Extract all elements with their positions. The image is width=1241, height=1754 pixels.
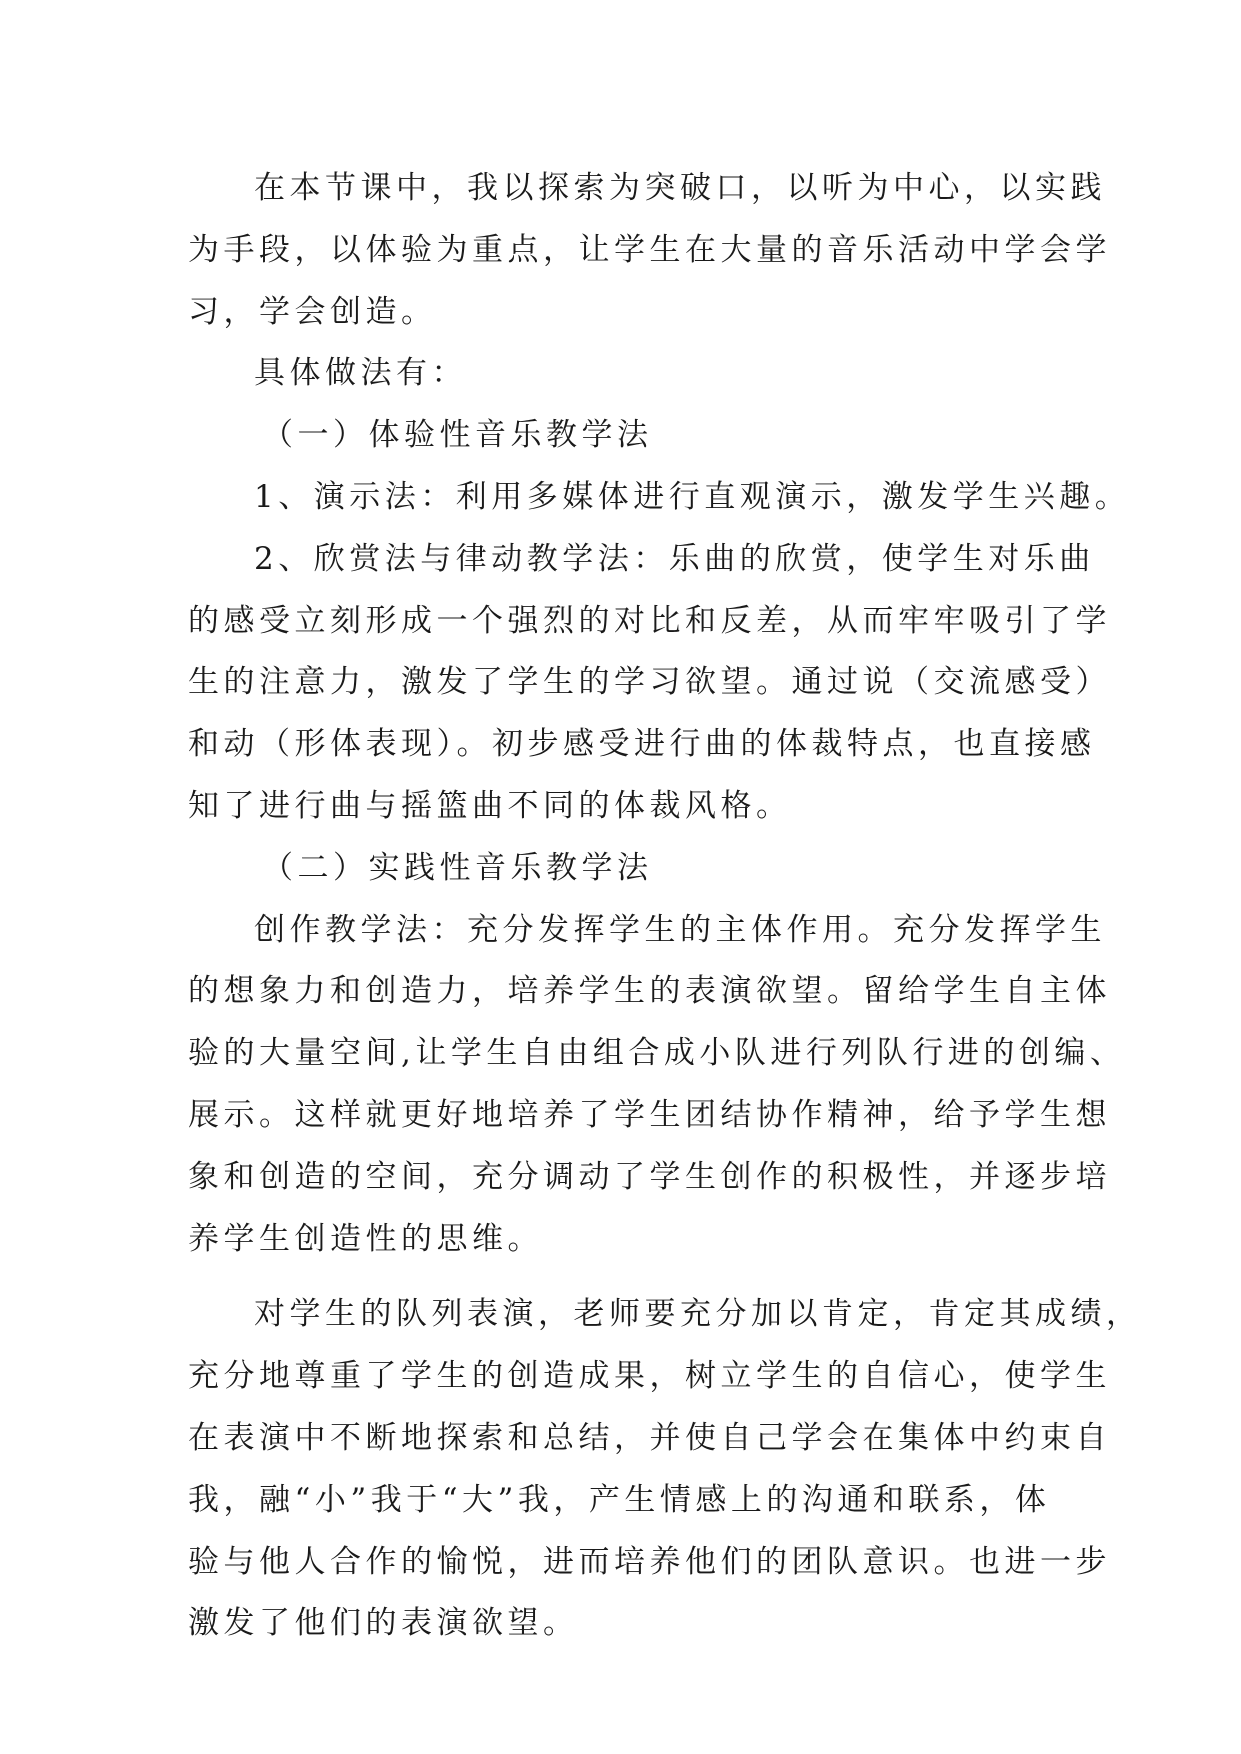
section-heading: （二）实践性音乐教学法 — [262, 849, 653, 886]
paragraph-line: 和动（形体表现）。初步感受进行曲的体裁特点，也直接感 — [188, 726, 1096, 763]
paragraph-line: 创作教学法：充分发挥学生的主体作用。充分发挥学生 — [254, 911, 1106, 948]
document-body — [188, 158, 1142, 1655]
paragraph-line: 在表演中不断地探索和总结，并使自己学会在集体中约束自 — [188, 1419, 1111, 1456]
paragraph-line: 充分地尊重了学生的创造成果，树立学生的自信心，使学生 — [188, 1358, 1111, 1395]
paragraph-line: 对学生的队列表演，老师要充分加以肯定，肯定其成绩， — [254, 1296, 1142, 1333]
paragraph-line: 2、欣赏法与律动教学法：乐曲的欣赏，使学生对乐曲 — [254, 540, 1095, 577]
paragraph-line: 验的大量空间,让学生自由组合成小队进行列队行进的创编、 — [188, 1035, 1126, 1072]
paragraph-line: 养学生创造性的思维。 — [188, 1220, 543, 1257]
paragraph-line: 在本节课中，我以探索为突破口，以听为中心，以实践 — [254, 170, 1106, 206]
paragraph-line: 的感受立刻形成一个强烈的对比和反差，从而牢牢吸引了学 — [188, 602, 1111, 639]
paragraph-line: 具体做法有： — [254, 355, 467, 392]
paragraph-line: 1、演示法：利用多媒体进行直观演示，激发学生兴趣。 — [254, 478, 1131, 515]
paragraph-line: 我，融“小”我于“大”我，产生情感上的沟通和联系，体 — [188, 1481, 1051, 1518]
paragraph-line: 习，学会创造。 — [188, 293, 437, 330]
paragraph-line: 激发了他们的表演欲望。 — [188, 1605, 579, 1642]
paragraph-line: 展示。这样就更好地培养了学生团结协作精神，给予学生想 — [188, 1096, 1111, 1133]
paragraph-line: 为手段，以体验为重点，让学生在大量的音乐活动中学会学 — [188, 231, 1111, 268]
paragraph-line: 生的注意力，激发了学生的学习欲望。通过说（交流感受） — [188, 664, 1111, 701]
section-heading: （一）体验性音乐教学法 — [262, 417, 653, 454]
paragraph-line: 的想象力和创造力，培养学生的表演欲望。留给学生自主体 — [188, 973, 1111, 1010]
paragraph-line: 知了进行曲与摇篮曲不同的体裁风格。 — [188, 787, 792, 824]
paragraph-line: 象和创造的空间，充分调动了学生创作的积极性，并逐步培 — [188, 1158, 1111, 1195]
paragraph-line: 验与他人合作的愉悦，进而培养他们的团队意识。也进一步 — [188, 1543, 1111, 1580]
